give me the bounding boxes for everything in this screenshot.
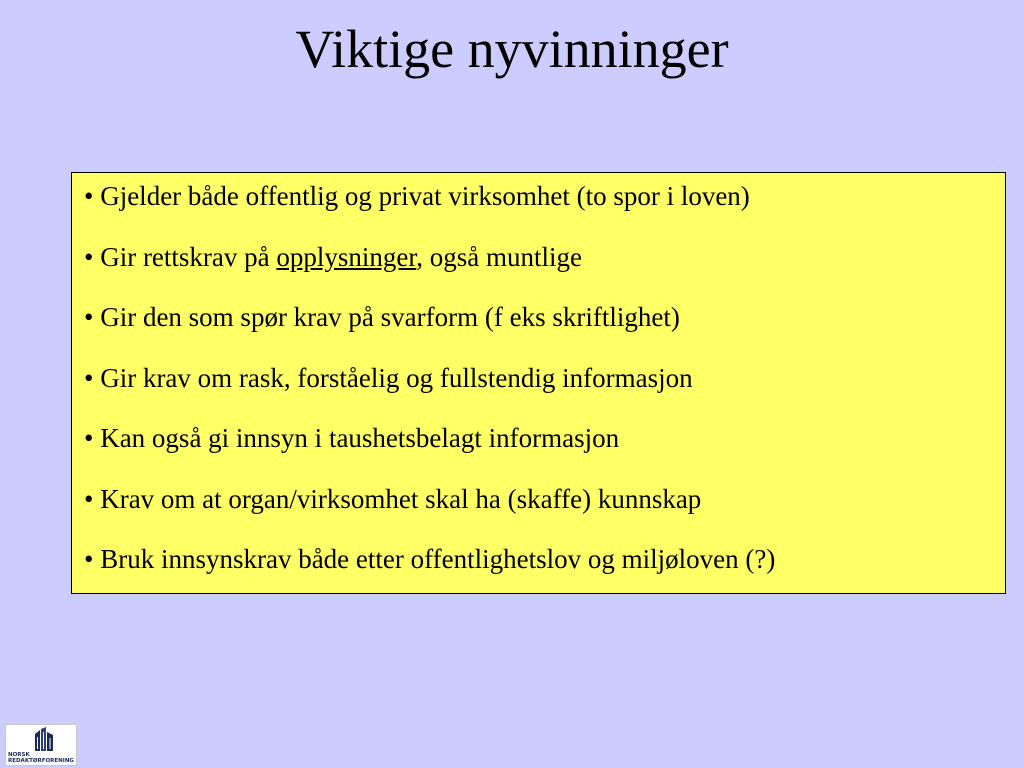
logo: [5, 724, 77, 766]
bullet-item: [84, 240, 1005, 274]
bullet-text: • Gir rettskrav på: [84, 241, 277, 272]
bullet-text: , også muntlige: [416, 241, 583, 272]
bullet-box: [71, 172, 1006, 594]
underlined-term: opplysninger: [276, 241, 417, 272]
building-icon: [33, 727, 55, 751]
bullet-item: • Krav om at organ/virksomhet skal ha (skaffe) kunnskap: [84, 483, 702, 514]
bullet-item: • Bruk innsynskrav både etter offentlighetslov og miljøloven (?): [84, 544, 776, 574]
bullet-item: • Gjelder både offentlig og privat virksomhet (to spor i loven): [84, 181, 750, 211]
slide-title: Viktige nyvinninger: [295, 19, 729, 79]
logo-text: NORSK: [8, 752, 30, 758]
bullet-item: • Gir den som spør krav på svarform (f eks skriftlighet): [84, 302, 680, 332]
bullet-item: • Gir krav om rask, forståelig og fullstendig informasjon: [84, 362, 693, 393]
logo-text: REDAKTØRFORENING: [8, 758, 74, 764]
bullet-list: [84, 179, 1005, 576]
bullet-item: • Kan også gi innsyn i taushetsbelagt informasjon: [84, 423, 620, 453]
